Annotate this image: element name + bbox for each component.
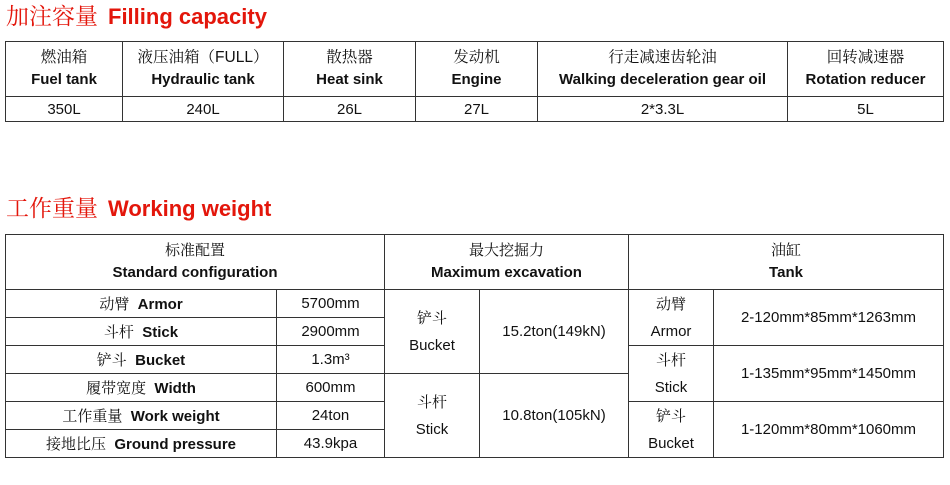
table-row [6,290,944,318]
standard-row-value: 24ton [277,402,385,430]
header-cn: 行走减速齿轮油 [608,49,717,66]
standard-row-value: 1.3m³ [277,346,385,374]
filling-title-en: Filling capacity [108,4,267,29]
working-header-row [6,235,944,290]
header-en: Heat sink [316,71,383,88]
header-cn: 液压油箱（FULL） [137,49,269,66]
tank-header [629,235,944,290]
header-cell [6,42,123,97]
header-en: Fuel tank [31,71,97,88]
gear-oil-value: 2*3.3L [538,97,788,122]
header-en: Rotation reducer [805,71,926,88]
excavation-label [385,374,480,458]
tank-value: 1-120mm*80mm*1060mm [714,402,944,458]
working-title-cn: 工作重量 [6,195,98,221]
label-en: Stick [415,420,449,438]
tank-value: 1-135mm*95mm*1450mm [714,346,944,402]
header-cn: 燃油箱 [40,49,88,66]
standard-row-value: 43.9kpa [277,430,385,458]
label-en: Armor [137,296,183,313]
header-cn: 散热器 [326,49,373,66]
label-en: Work weight [130,408,220,425]
label-en: Ground pressure [114,436,237,453]
label-en: Bucket [135,352,186,369]
header-en: Standard configuration [112,264,278,281]
header-en: Tank [769,264,803,281]
header-cell [788,42,944,97]
standard-row-label [6,346,277,374]
header-cn: 最大挖掘力 [468,242,544,259]
tank-value: 2-120mm*85mm*1263mm [714,290,944,346]
standard-config-header [6,235,385,290]
label-cn: 接地比压 [45,436,106,453]
standard-row-value: 600mm [277,374,385,402]
filling-value-row [6,97,944,122]
header-cn: 油缸 [770,242,801,259]
hydraulic-tank-value: 240L [123,97,284,122]
header-cell [416,42,538,97]
standard-row-label [6,402,277,430]
label-cn: 动臂 [99,296,130,313]
header-en: Walking deceleration gear oil [559,71,766,88]
header-cn: 回转减速器 [826,49,905,66]
label-cn: 斗杆 [416,393,447,411]
header-cell [284,42,416,97]
working-weight-table [5,234,944,458]
tank-label [629,290,714,346]
standard-row-label [6,430,277,458]
label-en: Bucket [648,434,694,452]
filling-title-cn: 加注容量 [6,3,98,29]
filling-capacity-title [6,2,267,31]
label-cn: 铲斗 [416,309,447,327]
working-title-en: Working weight [108,196,272,221]
header-en: Hydraulic tank [151,71,255,88]
header-en: Engine [451,71,502,88]
standard-row-value: 2900mm [277,318,385,346]
excavation-value: 15.2ton(149kN) [480,290,629,374]
label-cn: 斗杆 [103,324,134,341]
label-cn: 履带宽度 [86,380,147,397]
tank-label [629,346,714,402]
label-en: Stick [654,378,688,396]
label-cn: 铲斗 [96,352,127,369]
standard-row-label [6,318,277,346]
fuel-tank-value: 350L [6,97,123,122]
excavation-label [385,290,480,374]
header-cell [538,42,788,97]
max-excavation-header [385,235,629,290]
working-weight-title [6,194,271,223]
filling-capacity-table [5,41,944,122]
heat-sink-value: 26L [284,97,416,122]
header-en: Maximum excavation [431,264,582,281]
label-en: Armor [650,322,692,340]
label-cn: 动臂 [655,295,686,313]
label-cn: 斗杆 [655,351,686,369]
header-cn: 标准配置 [164,242,225,259]
filling-header-row [6,42,944,97]
label-en: Width [154,380,196,397]
label-en: Bucket [409,336,455,354]
label-cn: 工作重量 [62,408,123,425]
rotation-reducer-value: 5L [788,97,944,122]
header-cell [123,42,284,97]
header-cn: 发动机 [453,49,500,66]
excavation-value: 10.8ton(105kN) [480,374,629,458]
label-en: Stick [142,324,179,341]
standard-row-value: 5700mm [277,290,385,318]
tank-label [629,402,714,458]
standard-row-label [6,374,277,402]
standard-row-label [6,290,277,318]
label-cn: 铲斗 [655,407,686,425]
engine-value: 27L [416,97,538,122]
